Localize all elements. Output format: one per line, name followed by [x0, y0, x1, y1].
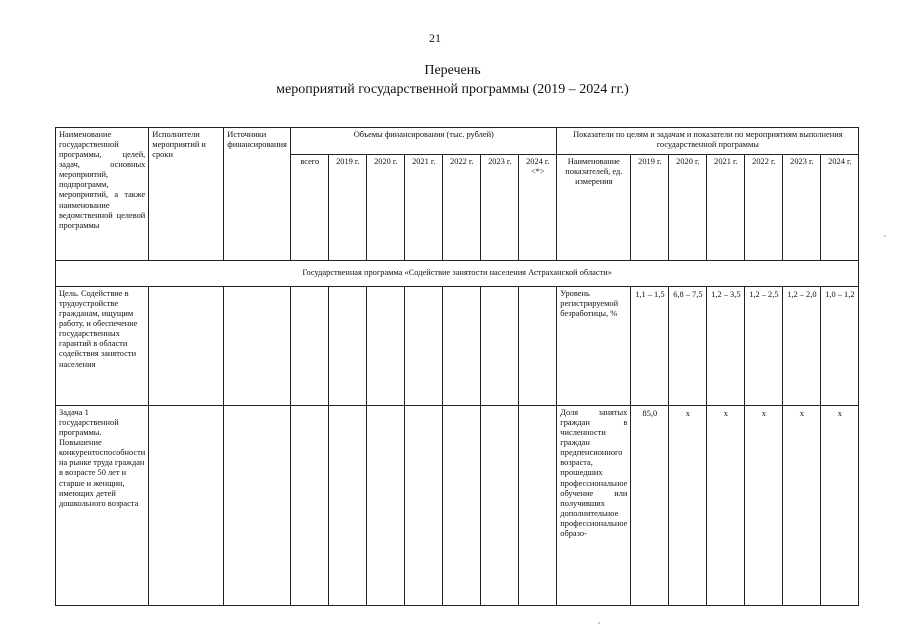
- row-task1-fin-2020: [367, 406, 405, 606]
- row-task1-name: Задача 1 государственной программы. Повышение конкурентоспособности на рынке труда граждан в возрасте 50 лет и старше и женщин, имеющих детей дошкольного возраста: [56, 406, 149, 606]
- row-goal-value-2023: 1,2 – 2,0: [783, 287, 821, 406]
- row-goal-fin-total: [291, 287, 329, 406]
- fin-col-2022: 2022 г.: [443, 154, 481, 260]
- header-indicators-group: Показатели по целям и задачам и показатели по мероприятиям выполнения государственной программы: [557, 128, 859, 155]
- ind-col-2024: 2024 г.: [821, 154, 859, 260]
- fin-col-2019: 2019 г.: [329, 154, 367, 260]
- row-goal-fin-2022: [443, 287, 481, 406]
- row-goal-value-2021: 1,2 – 3,5: [707, 287, 745, 406]
- row-task1-value-2019: 85,0: [631, 406, 669, 606]
- row-goal-fin-2024: [519, 287, 557, 406]
- row-task1-indicator: Доля занятых граждан в численности граждан предпенсионного возраста, прошедших профессиональное обучение или получивших дополнительное профессиональное образо-: [557, 406, 631, 606]
- indicator-name-header: Наименование показателей, ед. измерения: [557, 154, 631, 260]
- row-task1-fin-2019: [329, 406, 367, 606]
- ind-col-2021: 2021 г.: [707, 154, 745, 260]
- fin-col-2024: 2024 г. <*>: [519, 154, 557, 260]
- scan-speck: [884, 235, 886, 237]
- row-task1-value-2021: x: [707, 406, 745, 606]
- scan-speck: [598, 622, 600, 624]
- document-title: Перечень: [424, 63, 481, 78]
- header-financing-group: Объемы финансирования (тыс. рублей): [291, 128, 557, 155]
- row-goal-fin-2019: [329, 287, 367, 406]
- page-number: 21: [429, 31, 441, 45]
- row-goal-fin-2020: [367, 287, 405, 406]
- row-goal-fin-2023: [481, 287, 519, 406]
- program-title-row: Государственная программа «Содействие занятости населения Астраханской области»: [56, 261, 859, 287]
- header-name-cell: Наименование государственной программы, целей, задач, основных мероприятий, подпрограмм, мероприятий, а также наименование ведомственной целевой программы: [56, 128, 149, 261]
- row-goal-executors: [149, 287, 224, 406]
- ind-col-2023: 2023 г.: [783, 154, 821, 260]
- row-task1-fin-2023: [481, 406, 519, 606]
- row-task1-value-2024: x: [821, 406, 859, 606]
- header-executors-cell: Исполнители мероприятий и сроки: [149, 128, 224, 261]
- ind-col-2020: 2020 г.: [669, 154, 707, 260]
- ind-col-2019: 2019 г.: [631, 154, 669, 260]
- row-task1-fin-2022: [443, 406, 481, 606]
- fin-col-2021: 2021 г.: [405, 154, 443, 260]
- row-goal-value-2020: 6,8 – 7,5: [669, 287, 707, 406]
- header-sources-cell: Источники финансирования: [224, 128, 291, 261]
- row-goal-value-2019: 1,1 – 1,5: [631, 287, 669, 406]
- fin-col-2023: 2023 г.: [481, 154, 519, 260]
- row-goal-indicator: Уровень регистрируемой безработицы, %: [557, 287, 631, 406]
- row-task1-fin-2021: [405, 406, 443, 606]
- row-task1-fin-2024: [519, 406, 557, 606]
- row-goal-value-2022: 1,2 – 2,5: [745, 287, 783, 406]
- row-goal-sources: [224, 287, 291, 406]
- fin-col-total: всего: [291, 154, 329, 260]
- row-task1-fin-total: [291, 406, 329, 606]
- program-table: [55, 127, 859, 606]
- ind-col-2022: 2022 г.: [745, 154, 783, 260]
- row-goal-name: Цель. Содействие в трудоустройстве гражданам, ищущим работу, и обеспечение государственных гарантий в области содействия занятости населения: [56, 287, 149, 406]
- row-task1-value-2022: x: [745, 406, 783, 606]
- row-task1-sources: [224, 406, 291, 606]
- row-goal-value-2024: 1,0 – 1,2: [821, 287, 859, 406]
- row-goal-fin-2021: [405, 287, 443, 406]
- row-task1-value-2020: x: [669, 406, 707, 606]
- row-task1-value-2023: x: [783, 406, 821, 606]
- document-subtitle: мероприятий государственной программы (2019 – 2024 гг.): [276, 82, 629, 97]
- fin-col-2020: 2020 г.: [367, 154, 405, 260]
- row-task1-executors: [149, 406, 224, 606]
